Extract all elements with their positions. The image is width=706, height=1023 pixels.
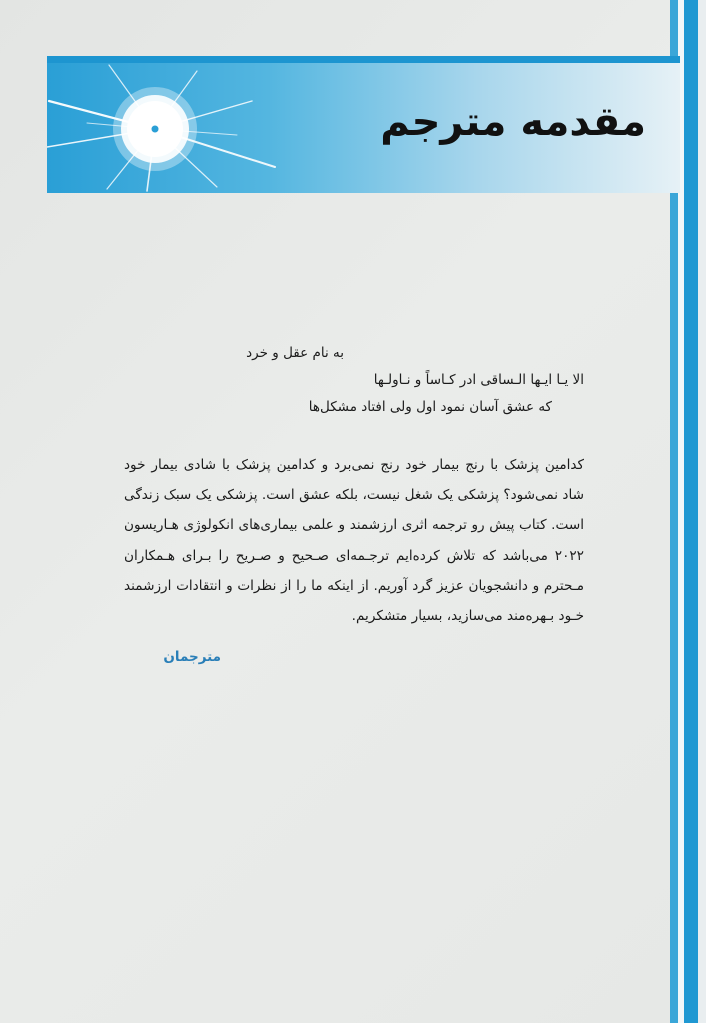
page-title: مقدمه مترجم (380, 99, 646, 145)
body-paragraph: کدامین پزشک با رنج بیمار خود رنج نمی‌برد و کدامین پزشک با شادی بیمار خود شاد نمی‌شود؟ پزشکی یک شغل نیست، بلکه عشق است. پزشکی یک سبک زندگی است. کتاب پیش رو ترجمه اثری ارزشمند و علمی بیماری‌های انکولوژی هـاریسون ۲۰۲۲ می‌باشد که تلاش کرده‌ایم ترجـمه‌ای صـحیح و صـریح را بـرای هـمکاران مـحترم و دانشجویان عزیز گرد آوریم. از اینکه ما را از نظرات و انتقادات ارزشمند خـود بـهره‌مند می‌سازید، بسیار متشکریم. (124, 457, 584, 625)
poem-line: الا یـا ایـها الـساقی ادر کـاساً و نـاولـها (373, 372, 584, 388)
edge-stripe (698, 0, 706, 1023)
poem-block (124, 340, 584, 421)
poem-line: که عشق آسان نمود اول ولی افتاد مشکل‌ها (308, 399, 552, 415)
edge-stripe (684, 0, 698, 1023)
starburst-graphic (47, 63, 297, 193)
translators-signature: مترجمان (163, 649, 221, 665)
header-banner (47, 56, 680, 193)
poem-line: به نام عقل و خرد (246, 345, 344, 361)
